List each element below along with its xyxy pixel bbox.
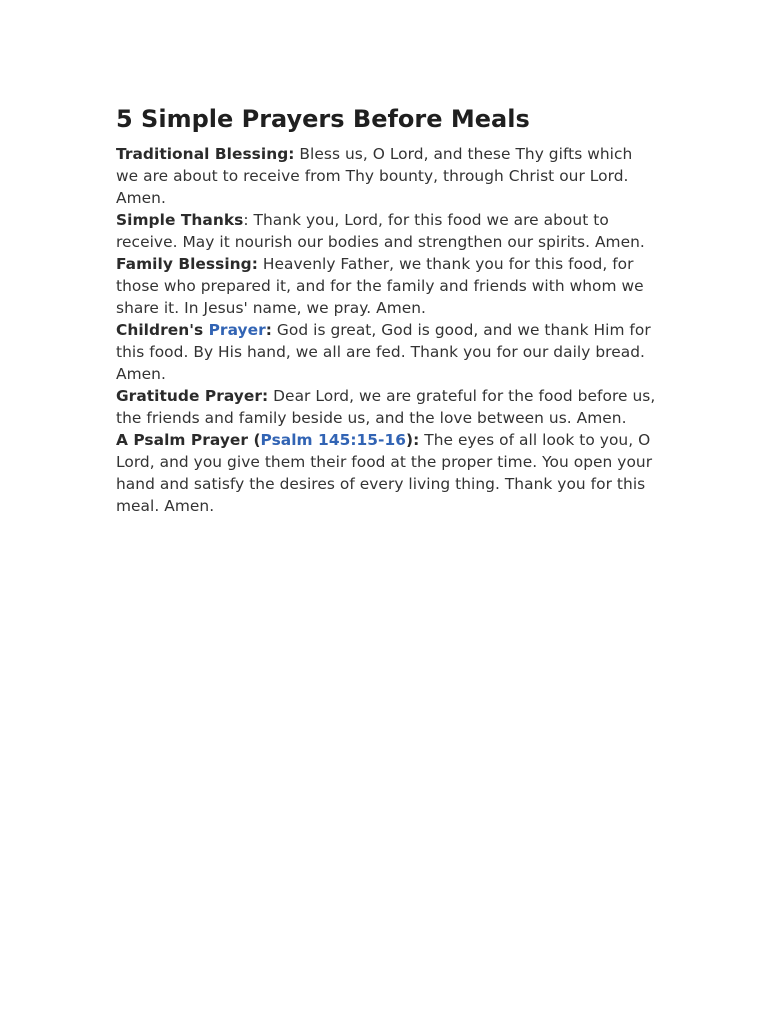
page-title: 5 Simple Prayers Before Meals — [116, 105, 530, 133]
prayer-label-suffix: : — [265, 321, 272, 339]
prayer-childrens-prayer — [116, 319, 656, 385]
psalm-reference-link[interactable]: Psalm 145:15-16 — [260, 431, 407, 449]
document-page — [116, 104, 656, 517]
prayer-traditional-blessing — [116, 143, 656, 209]
prayer-label-prefix: A Psalm Prayer ( — [116, 431, 261, 449]
prayer-label-suffix: ): — [406, 431, 420, 449]
prayer-family-blessing — [116, 253, 656, 319]
prayer-text: Heavenly Father, we thank you for this food, for those who prepared it, and for the family and friends with whom we share it. In Jesus' name, we pray. Amen. — [116, 255, 644, 317]
prayer-simple-thanks — [116, 209, 656, 253]
prayer-label: Simple Thanks — [116, 211, 244, 229]
prayer-label: Traditional Blessing: — [116, 145, 295, 163]
prayer-text: Bless us, O Lord, and these Thy gifts which we are about to receive from Thy bounty, through Christ our Lord. Amen. — [116, 145, 633, 207]
prayer-text: The eyes of all look to you, O Lord, and you give them their food at the proper time. You open your hand and satisfy the desires of every living thing. Thank you for this meal. Amen. — [116, 431, 653, 515]
prayer-text: God is great, God is good, and we thank Him for this food. By His hand, we all are fed. Thank you for our daily bread. Amen. — [116, 321, 651, 383]
prayer-psalm — [116, 429, 656, 517]
prayer-text: : Thank you, Lord, for this food we are about to receive. May it nourish our bodies and strengthen our spirits. Amen. — [116, 211, 645, 251]
prayer-label: Gratitude Prayer: — [116, 387, 269, 405]
prayer-text: Dear Lord, we are grateful for the food before us, the friends and family beside us, and the love between us. Amen. — [116, 387, 656, 427]
prayer-label: Family Blessing: — [116, 255, 258, 273]
prayer-label-prefix: Children's — [116, 321, 209, 339]
prayer-gratitude — [116, 385, 656, 429]
prayer-link[interactable]: Prayer — [208, 321, 266, 339]
